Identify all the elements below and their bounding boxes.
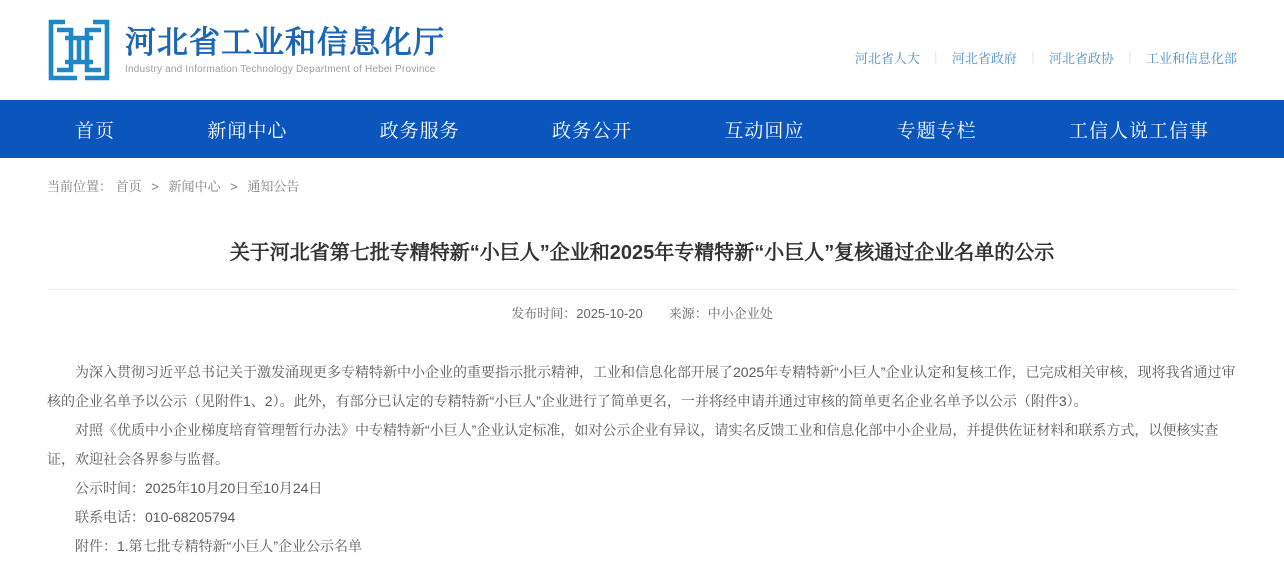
- site-title: 河北省工业和信息化厅: [125, 24, 445, 60]
- hebei-miit-logo-icon: [47, 18, 111, 82]
- top-links: [855, 48, 1237, 67]
- main-nav: [0, 100, 1284, 158]
- nav-item-home[interactable]: 首页: [75, 120, 116, 142]
- article-paragraph-2: 对照《优质中小企业梯度培育管理暂行办法》中专精特新“小巨人”企业认定标准，如对公示企业有异议，请实名反馈工业和信息化部中小企业局，并提供佐证材料和联系方式，以便核实查证，欢迎社会各界参与监督。: [47, 422, 1219, 467]
- top-link-zhengfu[interactable]: 河北省政府: [951, 50, 1017, 66]
- article: [47, 239, 1237, 561]
- breadcrumb-separator: >: [230, 179, 238, 194]
- breadcrumb-notices[interactable]: 通知公告: [247, 179, 300, 194]
- nav-item-voices[interactable]: 工信人说工信事: [1068, 120, 1209, 142]
- logo-text: [125, 25, 445, 76]
- source-value: 中小企业处: [707, 306, 773, 321]
- article-title: 关于河北省第七批专精特新“小巨人”企业和2025年专精特新“小巨人”复核通过企业名单的公示: [229, 242, 1055, 264]
- breadcrumb: [47, 158, 1237, 195]
- nav-item-interaction[interactable]: 互动回应: [724, 120, 805, 142]
- breadcrumb-separator: >: [151, 179, 159, 194]
- nav-item-special-topics[interactable]: 专题专栏: [896, 120, 977, 142]
- top-link-separator: ｜: [929, 50, 942, 65]
- nav-item-gov-disclosure[interactable]: 政务公开: [551, 120, 632, 142]
- publicity-period-line: 公示时间：2025年10月20日至10月24日: [75, 480, 323, 496]
- top-link-zhengxie[interactable]: 河北省政协: [1048, 50, 1114, 66]
- article-body: [47, 358, 1237, 561]
- breadcrumb-home[interactable]: 首页: [115, 179, 142, 194]
- contact-phone-line: 联系电话：010-68205794: [75, 509, 236, 525]
- publish-time-value: 2025-10-20: [576, 306, 643, 321]
- nav-item-gov-services[interactable]: 政务服务: [379, 120, 460, 142]
- site-header: [0, 0, 1284, 100]
- top-link-miit[interactable]: 工业和信息化部: [1145, 50, 1237, 66]
- publish-time-label: 发布时间：: [511, 306, 577, 321]
- source-label: 来源：: [668, 306, 708, 321]
- attachment-line: 附件：1.第七批专精特新“小巨人”企业公示名单: [75, 538, 362, 554]
- article-meta: [47, 290, 1237, 322]
- top-link-renda[interactable]: 河北省人大: [854, 50, 920, 66]
- breadcrumb-news-center[interactable]: 新闻中心: [168, 179, 221, 194]
- article-paragraph-1: 为深入贯彻习近平总书记关于激发涌现更多专精特新中小企业的重要指示批示精神，工业和信息化部开展了2025年专精特新“小巨人”企业认定和复核工作，已完成相关审核，现将我省通过审核的企业名单予以公示（见附件1、2）。此外，有部分已认定的专精特新“小巨人”企业进行了简单更名，一并将经申请并通过审核的简单更名企业名单予以公示（附件3）。: [47, 364, 1236, 409]
- nav-item-news-center[interactable]: 新闻中心: [207, 120, 288, 142]
- site-logo[interactable]: [47, 18, 445, 82]
- top-link-separator: ｜: [1123, 50, 1136, 65]
- site-subtitle: Industry and Information Technology Department of Hebei Province: [125, 64, 436, 76]
- breadcrumb-label: 当前位置：: [47, 179, 113, 194]
- top-link-separator: ｜: [1026, 50, 1039, 65]
